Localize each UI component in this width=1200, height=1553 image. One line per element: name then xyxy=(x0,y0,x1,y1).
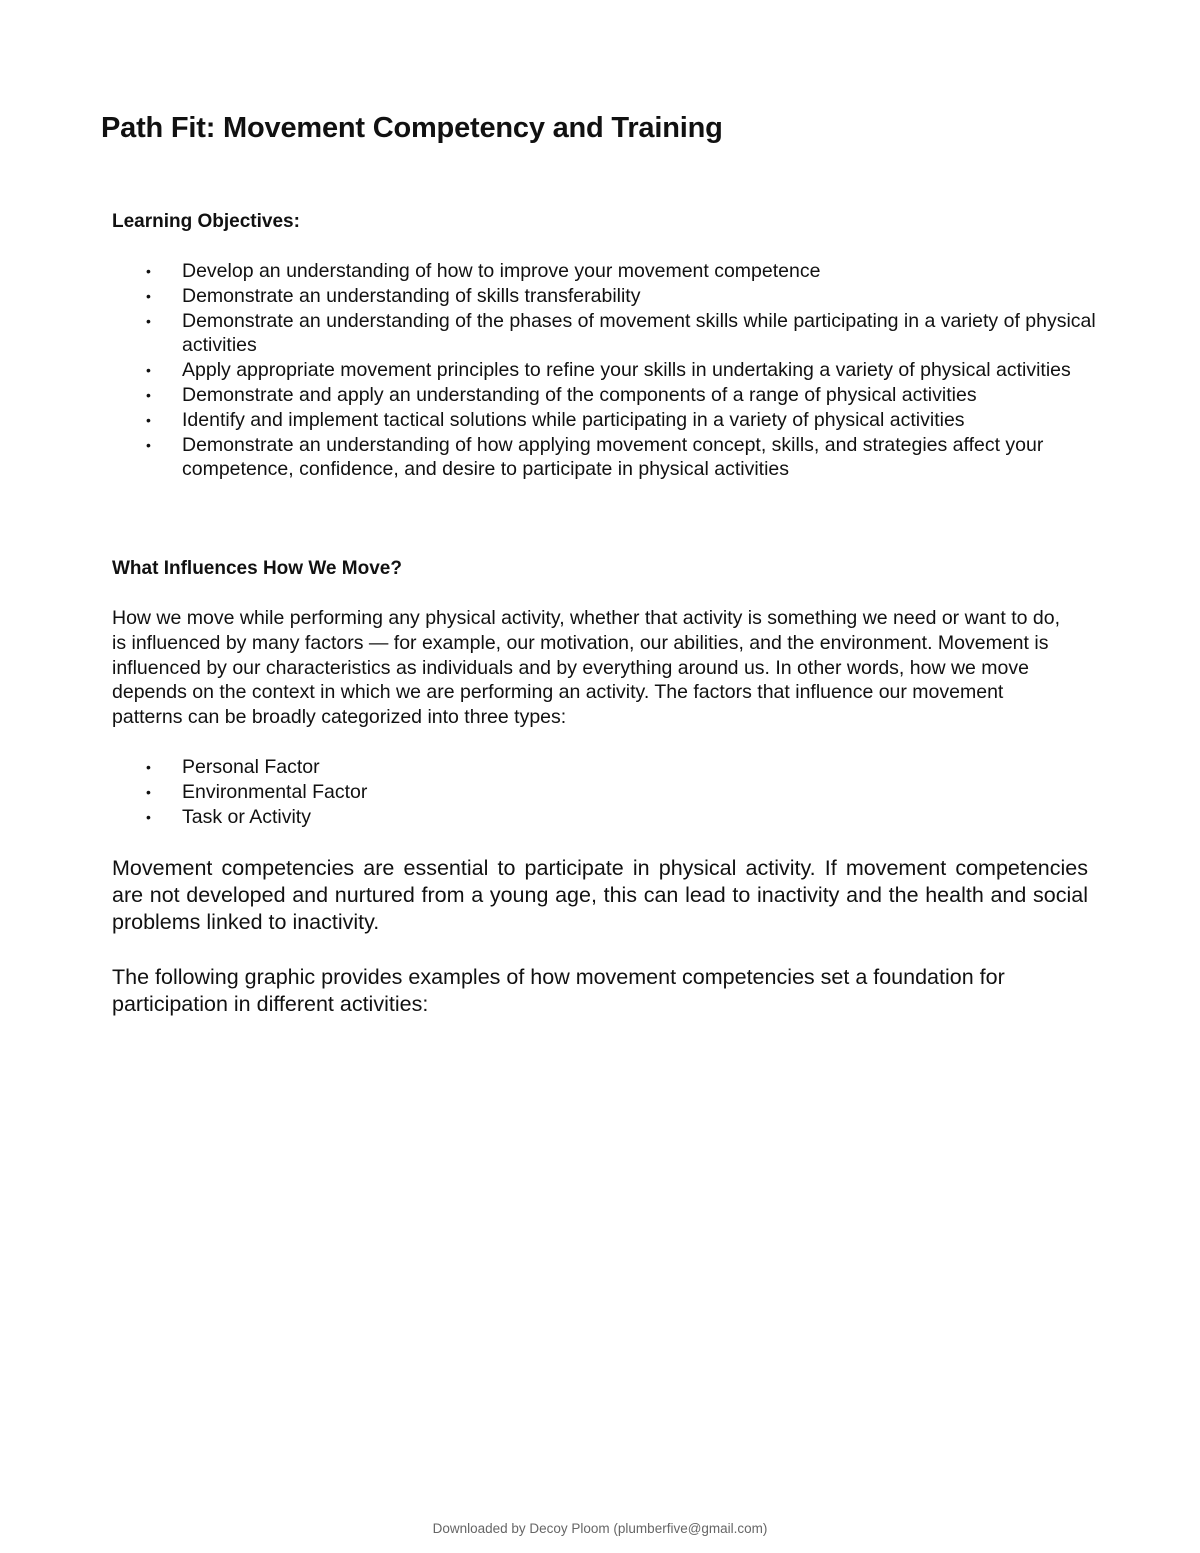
list-item: • Personal Factor xyxy=(112,755,1102,780)
list-item: • Identify and implement tactical solutions while participating in a variety of physical activities xyxy=(112,408,1102,433)
influences-paragraph: How we move while performing any physical activity, whether that activity is something we need or want to do, is influenced by many factors — for example, our motivation, our abilities, and the environment. Movement is influenced by our characteristics as individuals and by everything around us. In other words, how we move depends on the context in which we are performing an activity. The factors that influence our movement patterns can be broadly categorized into three types: xyxy=(112,607,1060,729)
learning-objectives-heading: Learning Objectives: xyxy=(112,211,300,232)
list-item: • Demonstrate an understanding of the phases of movement skills while participating in a variety of physical activities xyxy=(112,309,1102,359)
list-item: • Develop an understanding of how to improve your movement competence xyxy=(112,259,1102,284)
page-title: Path Fit: Movement Competency and Training xyxy=(101,112,723,144)
list-item: • Demonstrate and apply an understanding of the components of a range of physical activities xyxy=(112,383,1102,408)
graphic-intro-paragraph: The following graphic provides examples of how movement competencies set a foundation for participation in different activities: xyxy=(112,965,1005,1016)
list-item: • Apply appropriate movement principles to refine your skills in undertaking a variety of physical activities xyxy=(112,358,1102,383)
list-item: • Demonstrate an understanding of how applying movement concept, skills, and strategies affect your competence, confidence, and desire to participate in physical activities xyxy=(112,433,1102,483)
download-footer: Downloaded by Decoy Ploom (plumberfive@gmail.com) xyxy=(432,1521,768,1536)
influences-heading: What Influences How We Move? xyxy=(112,558,402,579)
learning-objectives-list xyxy=(112,259,1102,482)
list-item: • Environmental Factor xyxy=(112,780,1102,805)
list-item: • Task or Activity xyxy=(112,805,1102,830)
competency-paragraph: Movement competencies are essential to participate in physical activity. If movement competencies are not developed and nurtured from a young age, this can lead to inactivity and the health and social problems linked to inactivity. xyxy=(112,856,1088,934)
factors-list xyxy=(112,755,1102,829)
list-item: • Demonstrate an understanding of skills transferability xyxy=(112,284,1102,309)
